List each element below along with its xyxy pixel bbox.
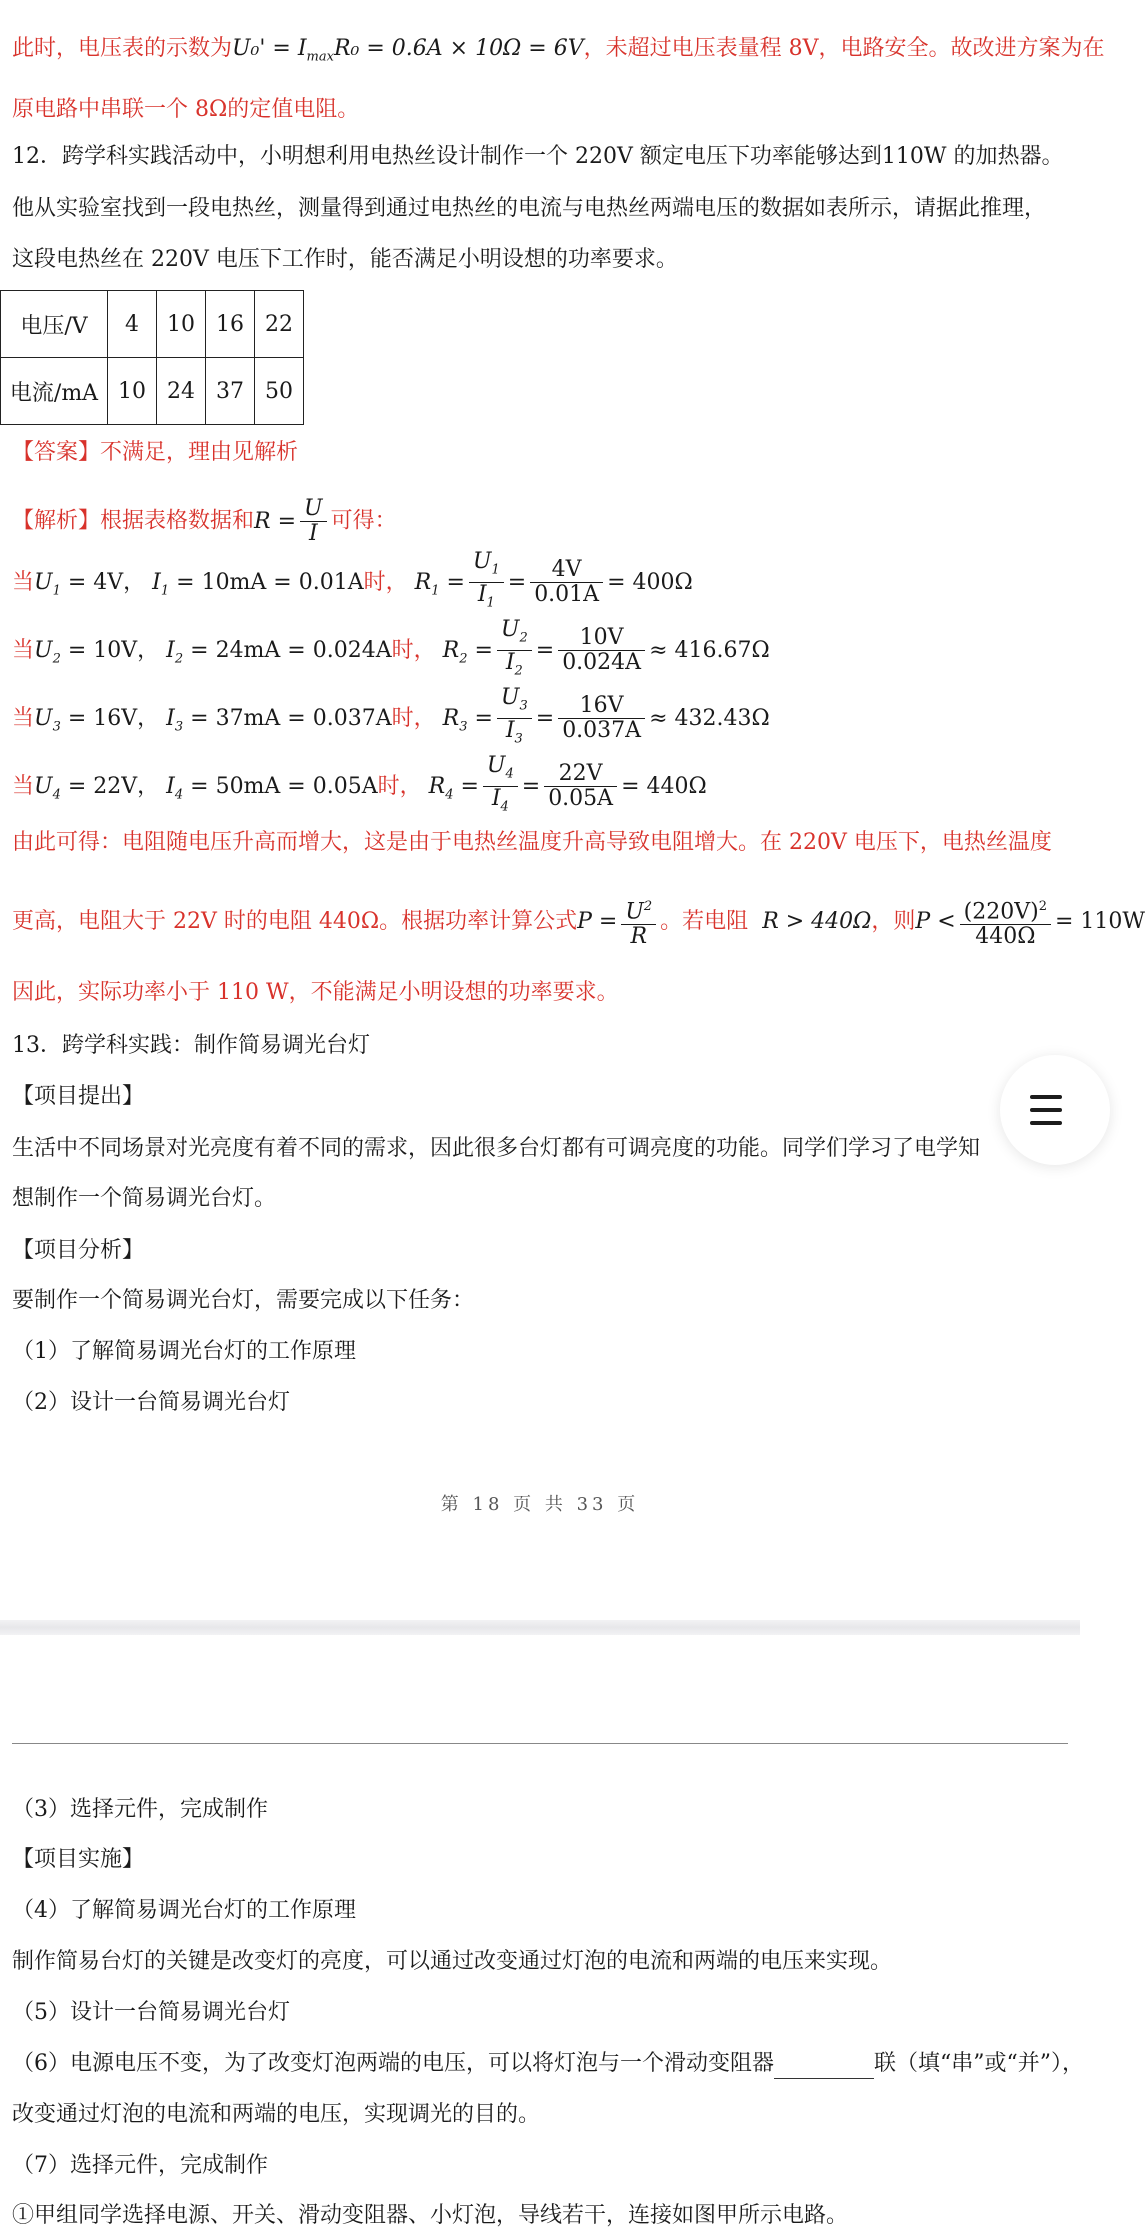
answer-line: 【答案】不满足，理由见解析	[12, 440, 299, 465]
question-12-line: 这段电热丝在 220V 电压下工作时，能否满足小明设想的功率要求。	[12, 247, 678, 272]
hamburger-menu-icon-bar	[1030, 1108, 1062, 1112]
analysis-line: 【解析】根据表格数据和R = $\frac{U}{I}$ 可得：	[12, 496, 397, 546]
table-cell: 50	[255, 358, 304, 425]
table-cell: 电压/V	[1, 291, 108, 358]
table-row	[1, 358, 304, 425]
table-cell: 电流/mA	[1, 358, 108, 425]
task-item: （3）选择元件，完成制作	[12, 1797, 268, 1822]
section-heading: 【项目实施】	[12, 1847, 145, 1872]
task-item: （7）选择元件，完成制作	[12, 2153, 268, 2178]
text-line: 生活中不同场景对光亮度有着不同的需求，因此很多台灯都有可调亮度的功能。同学们学习了电学知	[12, 1136, 981, 1161]
text-line: ①甲组同学选择电源、开关、滑动变阻器、小灯泡，导线若干，连接如图甲所示电路。	[12, 2203, 849, 2228]
text-line: 此时，电压表的示数为$U_0' = I_{max}R_0 = 0.6A \times 10\Omega = 6V$，未超过电压表量程 8V，电路安全。故改进方案为在	[12, 36, 1105, 65]
conclusion-line: 因此，实际功率小于 110 W，不能满足小明设想的功率要求。	[12, 980, 619, 1005]
calc-row: 当$U_2 = 10V$， $I_2 = 24mA = 0.024A$时， $R_2$ = $\frac{U_2}{I_2}$ = $\frac{10V}{0.024A}$ ≈ 416.67Ω	[12, 617, 770, 679]
calc-row: 当$U_1 = 4V$， $I_1 = 10mA = 0.01A$时， $R_1$ = $\frac{U_1}{I_1}$ = $\frac{4V}{0.01A}$ = 400Ω	[12, 549, 693, 611]
section-heading: 【项目分析】	[12, 1238, 145, 1263]
answer-blank[interactable]	[774, 2056, 874, 2079]
header-rule	[12, 1743, 1068, 1744]
document-page-19	[0, 1635, 1084, 2229]
question-13-title: 13．跨学科实践：制作简易调光台灯	[12, 1033, 370, 1058]
conclusion-line: 更高，电阻大于 22V 时的电阻 440Ω。根据功率计算公式P = $\frac{U^2}{R}$ 。若电阻 R > 440Ω，则P < $\frac{(220V)^2}{440\Omega}$ = 110W	[12, 895, 1145, 949]
page-footer: 第 18 页 共 33 页	[440, 1494, 640, 1515]
table-cell: 37	[206, 358, 255, 425]
table-cell: 4	[108, 291, 157, 358]
hamburger-menu-icon	[1030, 1095, 1062, 1099]
task-item: （5）设计一台简易调光台灯	[12, 2000, 290, 2025]
table-cell: 10	[108, 358, 157, 425]
question-12-line: 12．跨学科实践活动中，小明想利用电热丝设计制作一个 220V 额定电压下功率能够达到110W 的加热器。	[12, 144, 1064, 169]
voltage-current-table	[0, 290, 304, 425]
fill-in-question: （6）电源电压不变，为了改变灯泡两端的电压，可以将灯泡与一个滑动变阻器 联（填“串”或“并”），	[12, 2049, 1084, 2079]
text-line: 要制作一个简易调光台灯，需要完成以下任务：	[12, 1288, 475, 1313]
calc-row: 当$U_4 = 22V$， $I_4 = 50mA = 0.05A$时， $R_4$ = $\frac{U_4}{I_4}$ = $\frac{22V}{0.05A}$ = 440Ω	[12, 753, 707, 815]
calc-row: 当$U_3 = 16V$， $I_3 = 37mA = 0.037A$时， $R_3$ = $\frac{U_3}{I_3}$ = $\frac{16V}{0.037A}$ ≈ 432.43Ω	[12, 685, 770, 747]
table-row	[1, 291, 304, 358]
task-item: （2）设计一台简易调光台灯	[12, 1390, 290, 1415]
question-12-line: 他从实验室找到一段电热丝，测量得到通过电热丝的电流与电热丝两端电压的数据如表所示，请据此推理，	[12, 196, 1047, 221]
section-heading: 【项目提出】	[12, 1084, 145, 1109]
text-line: 想制作一个简易调光台灯。	[12, 1186, 277, 1211]
table-cell: 24	[157, 358, 206, 425]
conclusion-line: 由此可得：电阻随电压升高而增大，这是由于电热丝温度升高导致电阻增大。在 220V 电压下，电热丝温度	[12, 830, 1052, 855]
menu-button[interactable]	[1000, 1055, 1110, 1165]
page-separator	[0, 1620, 1080, 1635]
text-line: 制作简易台灯的关键是改变灯的亮度，可以通过改变通过灯泡的电流和两端的电压来实现。	[12, 1949, 893, 1974]
table-cell: 16	[206, 291, 255, 358]
task-item: （4）了解简易调光台灯的工作原理	[12, 1898, 356, 1923]
task-item: （1）了解简易调光台灯的工作原理	[12, 1339, 356, 1364]
table-cell: 10	[157, 291, 206, 358]
table-cell: 22	[255, 291, 304, 358]
text-line: 改变通过灯泡的电流和两端的电压，实现调光的目的。	[12, 2102, 541, 2127]
hamburger-menu-icon-bar	[1030, 1121, 1062, 1125]
text-line: 原电路中串联一个 8Ω的定值电阻。	[12, 97, 360, 122]
